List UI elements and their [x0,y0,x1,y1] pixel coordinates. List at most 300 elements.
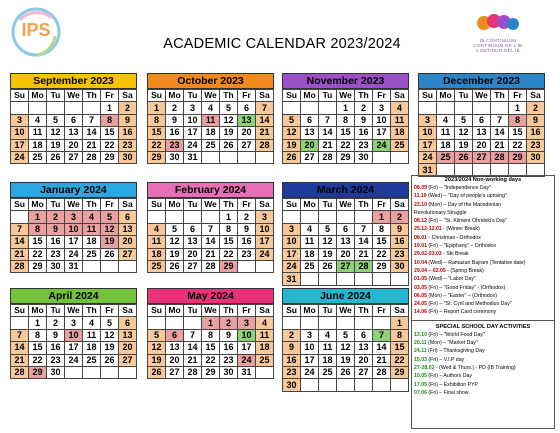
day-cell: 7 [319,114,337,126]
notes-title: 2023/2024 Non-working days [444,177,522,183]
day-cell: 24 [283,260,301,272]
day-cell [256,151,274,163]
day-cell: 4 [83,317,101,329]
note-item [412,267,554,275]
day-cell [238,260,256,272]
day-cell: 31 [238,366,256,378]
day-cell: 23 [355,139,373,151]
activities-list [412,331,554,397]
note-date: 17.05 [414,381,427,388]
weekday-header: Th [220,305,238,317]
school-logo [8,6,64,58]
day-cell: 7 [373,329,391,341]
note-date: 10.04 [414,259,427,266]
day-cell: 9 [238,223,256,235]
non-working-days-list [412,184,554,317]
weekday-header: Th [355,199,373,211]
day-cell: 14 [491,127,509,139]
day-cell: 1 [202,317,220,329]
day-cell: 24 [419,151,437,163]
day-cell: 30 [119,151,137,163]
day-cell: 1 [101,102,119,114]
day-cell: 8 [509,114,527,126]
day-cell: 14 [11,236,29,248]
day-cell: 22 [509,139,527,151]
day-cell [391,273,409,285]
weekday-header: Su [419,90,437,102]
day-cell: 17 [11,139,29,151]
notes-panel [411,175,555,429]
day-cell: 20 [473,139,491,151]
weekday-header: Tu [319,305,337,317]
note-date: 01.05 [414,276,427,283]
day-cell [11,317,29,329]
day-cell: 25 [202,139,220,151]
note-text: (Fri) – Report Card ceremony [426,309,497,316]
day-cell: 30 [527,151,545,163]
note-item [412,292,554,300]
day-cell [283,211,301,223]
day-cell: 18 [437,139,455,151]
day-cell: 6 [119,211,137,223]
day-cell [391,151,409,163]
day-cell: 17 [373,127,391,139]
note-item [412,209,554,217]
day-cell: 16 [47,236,65,248]
day-cell: 30 [283,379,301,391]
day-cell: 11 [83,329,101,341]
day-cell: 12 [47,127,65,139]
day-cell: 7 [184,329,202,341]
day-cell [101,366,119,378]
day-cell: 14 [11,342,29,354]
note-date: 10.05 [414,373,427,380]
weekday-header: We [337,90,355,102]
day-cell: 8 [391,329,409,341]
note-date: 03.05 [414,284,427,291]
day-cell: 15 [148,127,166,139]
day-cell [29,102,47,114]
day-cell: 17 [65,342,83,354]
weekday-header: Sa [256,199,274,211]
day-cell: 6 [238,102,256,114]
day-cell: 6 [355,329,373,341]
day-cell: 5 [148,329,166,341]
day-cell: 27 [119,248,137,260]
day-cell: 3 [65,211,83,223]
note-text: - (Spring Break) [445,267,484,274]
note-date: 14.06 [414,309,427,316]
weekday-header: Su [11,199,29,211]
day-cell: 15 [29,342,47,354]
day-cell: 29 [373,260,391,272]
day-cell [319,211,337,223]
day-cell: 16 [355,127,373,139]
day-cell: 31 [184,151,202,163]
month-calendar [10,288,137,379]
note-item [412,308,554,316]
day-cell: 10 [65,329,83,341]
weekday-header: We [202,90,220,102]
day-cell: 21 [491,139,509,151]
day-cell: 28 [184,366,202,378]
note-text: (Wed) – "Day of people's uprising" [426,193,507,200]
weekday-header: Sa [527,90,545,102]
day-cell: 5 [101,317,119,329]
weekday-header: Mo [301,305,319,317]
day-cell: 28 [11,366,29,378]
day-cell [301,211,319,223]
day-cell [202,151,220,163]
day-cell: 9 [527,114,545,126]
weekday-header: Fr [238,199,256,211]
day-cell: 22 [391,354,409,366]
weekday-header: Mo [437,90,455,102]
day-cell: 12 [148,342,166,354]
month-calendar [282,182,409,286]
day-cell [337,317,355,329]
day-cell: 13 [184,236,202,248]
day-cell: 6 [473,114,491,126]
day-cell: 7 [83,114,101,126]
month-calendar [418,73,545,177]
weekday-header: Fr [509,90,527,102]
day-cell: 19 [101,342,119,354]
day-cell: 28 [373,366,391,378]
month-title: April 2024 [10,288,137,304]
weekday-header: We [65,199,83,211]
weekday-header: Tu [47,199,65,211]
day-cell: 22 [202,354,220,366]
note-date: 08.01 [414,234,427,241]
note-item [412,250,554,258]
note-text: (Fri) – "Good Friday" - (Orthodox) [426,284,506,291]
weekday-header: Su [283,90,301,102]
weekday-header: Mo [166,90,184,102]
day-cell: 12 [101,329,119,341]
day-cell: 24 [11,151,29,163]
note-text: (Wed) – Ramazan Bajram (Tentative date) [426,259,526,266]
day-cell: 26 [101,354,119,366]
weekday-header: Su [148,199,166,211]
day-cell: 22 [337,139,355,151]
day-cell: 30 [220,366,238,378]
day-cell: 4 [256,317,274,329]
day-cell: 8 [337,114,355,126]
month-grid [147,198,274,273]
note-date: 06.05 [414,292,427,299]
day-cell: 26 [101,248,119,260]
day-cell: 3 [419,114,437,126]
day-cell: 15 [202,342,220,354]
day-cell: 24 [238,354,256,366]
day-cell: 7 [256,102,274,114]
day-cell: 26 [166,260,184,272]
day-cell: 16 [391,236,409,248]
month-grid [10,198,137,273]
day-cell: 1 [509,102,527,114]
day-cell: 21 [11,354,29,366]
note-item [412,300,554,308]
day-cell: 23 [47,354,65,366]
month-calendar [282,73,409,164]
note-item [412,347,554,355]
day-cell: 24 [373,139,391,151]
day-cell [455,102,473,114]
note-text: (Fri) – "Epiphany" – Orthodox [426,243,497,250]
weekday-header: Mo [29,199,47,211]
day-cell: 22 [101,139,119,151]
weekday-header: Fr [238,90,256,102]
note-text: - (Winter Break) [441,226,480,233]
weekday-header: Th [83,90,101,102]
day-cell: 23 [119,139,137,151]
day-cell: 9 [283,342,301,354]
day-cell [491,102,509,114]
weekday-header: Sa [119,305,137,317]
day-cell: 4 [437,114,455,126]
day-cell: 26 [455,151,473,163]
day-cell [166,317,184,329]
weekday-header: Su [283,305,301,317]
day-cell: 8 [148,114,166,126]
day-cell: 13 [337,236,355,248]
day-cell: 30 [47,366,65,378]
day-cell: 19 [166,248,184,260]
note-text: - (Wed & Thurs.) - PD (IB Training) [434,364,516,371]
weekday-header: Th [355,305,373,317]
day-cell [301,317,319,329]
day-cell: 21 [184,354,202,366]
weekday-header: Mo [301,90,319,102]
weekday-header: Su [148,90,166,102]
day-cell: 17 [65,236,83,248]
month-calendar [282,288,409,392]
day-cell: 6 [166,329,184,341]
day-cell [65,366,83,378]
note-text: (Mon) – Day of the Macedonian [426,201,502,208]
month-grid [10,89,137,164]
day-cell: 2 [238,211,256,223]
day-cell: 14 [83,127,101,139]
day-cell [47,102,65,114]
day-cell: 22 [220,248,238,260]
day-cell: 20 [166,354,184,366]
day-cell: 4 [301,223,319,235]
note-item [412,259,554,267]
note-text: (Fri) – "St. Kliment Ohridski's Day" [426,218,508,225]
day-cell [83,102,101,114]
day-cell: 4 [202,102,220,114]
day-cell: 15 [509,127,527,139]
note-item [412,201,554,209]
day-cell: 29 [509,151,527,163]
day-cell [301,273,319,285]
day-cell: 5 [337,329,355,341]
day-cell [220,151,238,163]
day-cell: 13 [166,342,184,354]
day-cell [473,102,491,114]
month-calendar [147,73,274,164]
day-cell [301,102,319,114]
day-cell: 3 [373,102,391,114]
month-calendar [10,73,137,164]
weekday-header: Th [355,90,373,102]
day-cell: 22 [29,248,47,260]
day-cell: 28 [11,260,29,272]
day-cell: 13 [473,127,491,139]
weekday-header: Su [148,305,166,317]
month-title: October 2023 [147,73,274,89]
day-cell: 14 [373,342,391,354]
day-cell [65,102,83,114]
day-cell: 11 [437,127,455,139]
day-cell: 19 [283,139,301,151]
note-item [412,225,554,233]
day-cell: 29 [29,260,47,272]
weekday-header: Sa [256,305,274,317]
note-text: - Christmas - Orthodox [426,234,481,241]
day-cell: 7 [11,329,29,341]
day-cell: 27 [473,151,491,163]
day-cell [11,102,29,114]
day-cell: 18 [202,127,220,139]
day-cell: 10 [419,127,437,139]
weekday-header: Tu [184,90,202,102]
day-cell: 29 [101,151,119,163]
day-cell [391,379,409,391]
note-date: 15.03 [414,356,427,363]
day-cell: 1 [29,317,47,329]
day-cell: 3 [238,317,256,329]
day-cell: 2 [355,102,373,114]
day-cell [166,211,184,223]
day-cell: 11 [391,114,409,126]
weekday-header: Mo [166,305,184,317]
note-date: 08.12 [414,218,427,225]
day-cell: 24 [301,366,319,378]
month-title: December 2023 [418,73,545,89]
day-cell: 21 [11,248,29,260]
weekday-header: We [337,305,355,317]
day-cell: 26 [337,366,355,378]
day-cell: 9 [391,223,409,235]
day-cell [238,151,256,163]
weekday-header: Tu [47,90,65,102]
weekday-header: Sa [391,199,409,211]
day-cell: 24 [256,248,274,260]
day-cell: 27 [184,260,202,272]
day-cell: 13 [119,329,137,341]
day-cell: 17 [301,354,319,366]
day-cell: 15 [101,127,119,139]
day-cell: 10 [65,223,83,235]
weekday-header: Sa [256,90,274,102]
day-cell: 12 [220,114,238,126]
day-cell: 11 [202,114,220,126]
month-title: May 2024 [147,288,274,304]
day-cell: 21 [83,139,101,151]
weekday-header: Sa [391,90,409,102]
note-item [412,275,554,283]
weekday-header: We [337,199,355,211]
day-cell: 25 [148,260,166,272]
day-cell: 19 [101,236,119,248]
day-cell: 8 [220,223,238,235]
note-text: (Mon) – "Easter" – (Orthodox) [426,292,497,299]
day-cell: 22 [29,354,47,366]
day-cell: 3 [301,329,319,341]
day-cell: 3 [256,211,274,223]
day-cell: 20 [301,139,319,151]
note-item [412,217,554,225]
day-cell: 26 [283,151,301,163]
day-cell: 6 [301,114,319,126]
day-cell: 17 [419,139,437,151]
day-cell [337,273,355,285]
day-cell [83,260,101,272]
month-calendar [147,182,274,273]
note-date: 20.11 [414,340,427,347]
day-cell: 5 [47,114,65,126]
day-cell [337,379,355,391]
day-cell: 11 [319,342,337,354]
note-text: (Wed) – "Labor Day" [426,276,476,283]
day-cell: 16 [220,342,238,354]
ib-brand-logo [448,10,548,60]
day-cell: 13 [65,127,83,139]
day-cell [283,317,301,329]
day-cell: 17 [256,236,274,248]
day-cell [202,211,220,223]
day-cell: 14 [319,127,337,139]
weekday-header: Fr [101,199,119,211]
month-title: January 2024 [10,182,137,198]
day-cell: 19 [455,139,473,151]
day-cell: 13 [301,127,319,139]
weekday-header: Fr [238,305,256,317]
day-cell: 9 [355,114,373,126]
day-cell: 16 [238,236,256,248]
day-cell [337,211,355,223]
weekday-header: Th [491,90,509,102]
day-cell: 2 [119,102,137,114]
day-cell: 3 [65,317,83,329]
weekday-header: Tu [319,199,337,211]
day-cell: 20 [184,248,202,260]
day-cell: 14 [202,236,220,248]
weekday-header: Fr [373,90,391,102]
day-cell: 12 [101,223,119,235]
weekday-header: Th [83,305,101,317]
day-cell: 2 [47,317,65,329]
brand-line: CONTINUUM DE L'IB [473,43,523,48]
note-item [412,184,554,192]
day-cell: 12 [283,127,301,139]
weekday-header: Tu [184,199,202,211]
day-cell: 14 [355,236,373,248]
note-item [412,284,554,292]
note-date: 13.10 [414,331,427,338]
day-cell: 14 [256,114,274,126]
day-cell: 13 [119,223,137,235]
day-cell: 25 [256,354,274,366]
day-cell: 7 [355,223,373,235]
day-cell: 9 [220,329,238,341]
day-cell [355,211,373,223]
day-cell: 27 [65,151,83,163]
weekday-header: We [202,199,220,211]
